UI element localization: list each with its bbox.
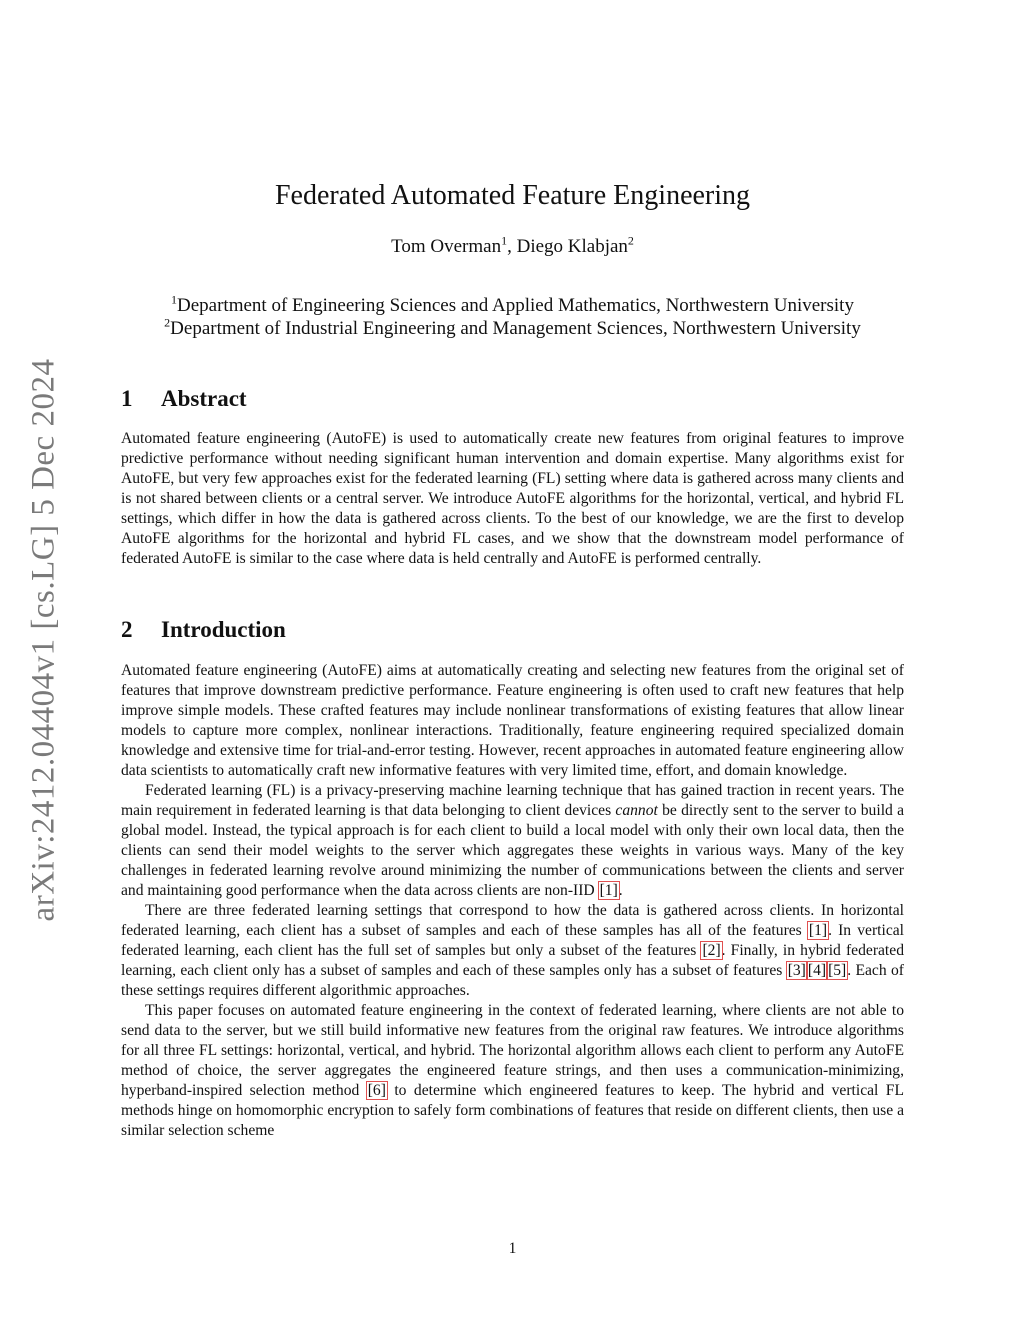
paragraph-text: to determine which engineered features to keep. The hybrid and vertical FL methods hinge on homomorphic encryption to safely form combinations of features that reside on different clients, then use a similar selection scheme xyxy=(121,1082,904,1139)
page-number: 1 xyxy=(508,1240,517,1257)
citation-link[interactable]: [6] xyxy=(367,1082,386,1099)
introduction-body xyxy=(121,661,904,1141)
section-number: 1 xyxy=(121,386,133,411)
citation-link[interactable]: [2] xyxy=(702,942,721,959)
section-heading-abstract xyxy=(121,386,247,412)
intro-paragraph xyxy=(121,781,904,901)
affiliation-text: Department of Engineering Sciences and Applied Mathematics, Northwestern University xyxy=(177,295,854,316)
affiliation-mark: 1 xyxy=(501,233,508,248)
author-list xyxy=(121,233,904,258)
paragraph-text: . In vertical federated learning, each client has the full set of samples but only a subset of the features xyxy=(121,922,904,959)
section-title: Introduction xyxy=(161,617,286,642)
affiliation-mark: 1 xyxy=(171,292,178,307)
citation-link[interactable]: [1] xyxy=(599,882,618,899)
paragraph-text: . Each of these settings requires different algorithmic approaches. xyxy=(121,962,904,999)
affiliation-line xyxy=(121,317,904,340)
citation-link[interactable]: [3] xyxy=(787,962,806,979)
affiliation-mark: 2 xyxy=(627,233,634,248)
author-name: Tom Overman xyxy=(391,236,502,257)
citation-link[interactable]: [5] xyxy=(828,962,847,979)
paragraph-text: There are three federated learning settings that correspond to how the data is gathered across clients. In horizontal federated learning, each client has a subset of samples and each of these samples has all of the features xyxy=(121,902,904,939)
affiliation-line xyxy=(121,294,904,317)
paragraph-text: . xyxy=(618,882,623,899)
paper-title: Federated Automated Feature Engineering xyxy=(274,180,751,211)
intro-paragraph xyxy=(121,1001,904,1141)
affiliation-list xyxy=(121,294,904,340)
intro-paragraph xyxy=(121,901,904,1001)
section-heading-introduction xyxy=(121,617,286,643)
paragraph-text: . Finally, in hybrid federated learning, each client only has a subset of samples and each of these samples only has a subset of features xyxy=(121,942,904,979)
section-title: Abstract xyxy=(161,386,247,411)
paragraph-text: Federated learning (FL) is a privacy-preserving machine learning technique that has gained traction in recent years. The main requirement in federated learning is that data belonging to client devices xyxy=(121,782,904,819)
emphasis-text: cannot xyxy=(615,802,658,819)
affiliation-text: Department of Industrial Engineering and Management Sciences, Northwestern University xyxy=(170,318,861,339)
affiliation-mark: 2 xyxy=(164,315,171,330)
paragraph-text: be directly sent to the server to build a global model. Instead, the typical approach is for each client to build a local model with only their own local data, then the clients can send their model weights to the server which aggregates these weights in various ways. Many of the key challenges in federated learning revolve around minimizing the number of communications between the clients and server and maintaining good performance when the data across clients are non-IID xyxy=(121,802,904,899)
section-number: 2 xyxy=(121,617,133,642)
arxiv-identifier-stamp: arXiv:2412.04404v1 [cs.LG] 5 Dec 2024 xyxy=(25,358,62,922)
paragraph-text: This paper focuses on automated feature engineering in the context of federated learning, where clients are not able to send data to the server, but we still build informative new features from the original raw features. We introduce algorithms for all three FL settings: horizontal, vertical, and hybrid. The horizontal algorithm allows each client to perform any AutoFE method of choice, the server aggregates the engineered feature strings, and then uses a communication-minimizing, hyperband-inspired selection method xyxy=(121,1002,904,1099)
author-separator: , xyxy=(507,236,517,257)
citation-link[interactable]: [4] xyxy=(807,962,827,979)
abstract-paragraph: Automated feature engineering (AutoFE) is used to automatically create new features from original features to improve predictive performance without needing significant human intervention and domain expertise. Many algorithms exist for AutoFE, but very few approaches exist for the federated learning (FL) setting where data is gathered across many clients and is not shared between clients or a central server. We introduce AutoFE algorithms for the horizontal, vertical, and hybrid FL settings, which differ in how the data is gathered across clients. To the best of our knowledge, we are the first to develop AutoFE algorithms for the horizontal and hybrid FL cases, and we show that the downstream model performance of federated AutoFE is similar to the case where data is held centrally and AutoFE is performed centrally. xyxy=(121,430,904,567)
intro-paragraph: Automated feature engineering (AutoFE) aims at automatically creating and selecting new features from the original set of features that improve downstream predictive performance. Feature engineering is often used to craft new features that help improve simple models. These crafted features may include nonlinear transformations of existing features that allow linear models to capture more complex, nonlinear interactions. Traditionally, feature engineering required specialized domain knowledge and extensive time for trial-and-error testing. However, recent approaches in automated feature engineering allow data scientists to automatically craft new informative features with very limited time, effort, and domain knowledge. xyxy=(121,662,904,779)
author-name: Diego Klabjan xyxy=(516,236,628,257)
citation-link[interactable]: [1] xyxy=(808,922,828,939)
